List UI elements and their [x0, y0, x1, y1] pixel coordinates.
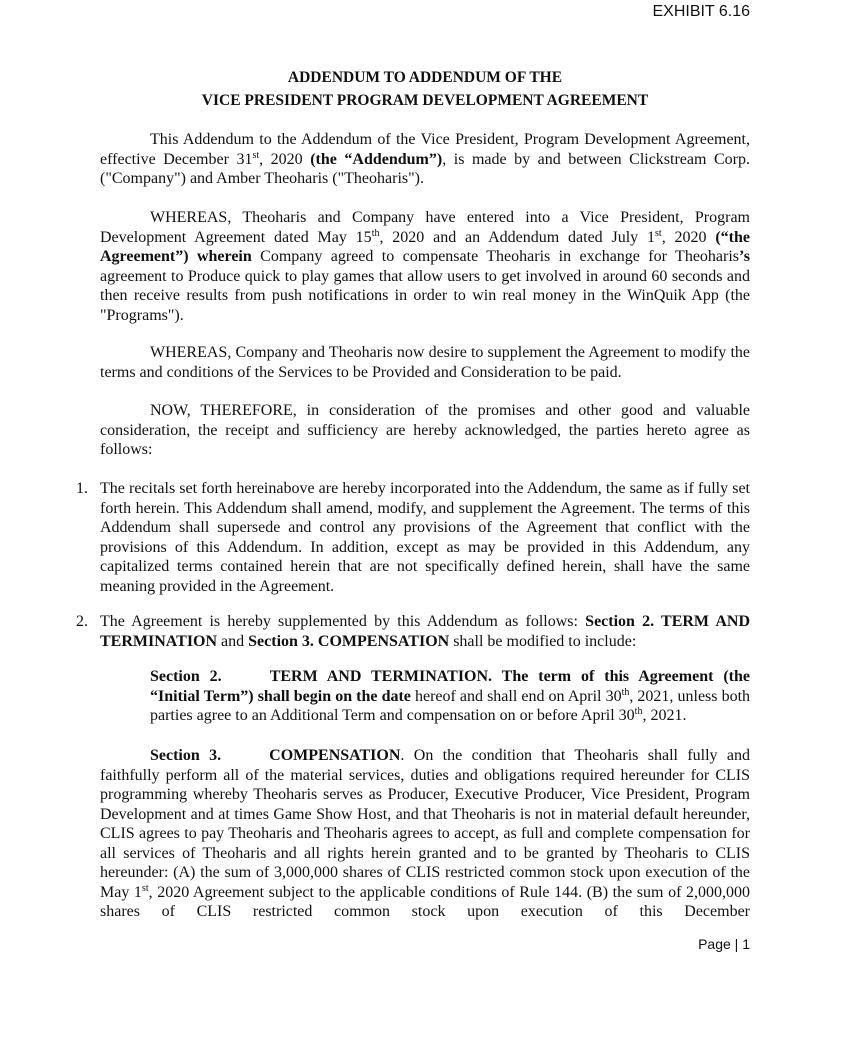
whereas-paragraph-1: WHEREAS, Theoharis and Company have entered into a Vice President, Program Development Agreement dated May 15th, 2020 and an Addendum dated July 1st, 2020 (“the Agreement”) wherein Company agreed to compensate Theoharis in exchange for Theoharis’s agreement to Produce quick to play games that allow users to get involved in around 60 seconds and then receive results from push notifications in order to win real money in the WinQuik App (the "Programs").	[100, 209, 750, 324]
list-item-2: 2. The Agreement is hereby supplemented by this Addendum as follows: Section 2. TERM AND TERMINATION and Section 3. COMPENSATION shall be modified to include:	[76, 613, 751, 650]
now-therefore-paragraph: NOW, THEREFORE, in consideration of the promises and other good and valuable consideration, the receipt and sufficiency are hereby acknowledged, the parties hereto agree as follows:	[100, 402, 750, 458]
section-2-term-and-termination: Section 2. TERM AND TERMINATION. The term of this Agreement (the “Initial Term”) shall begin on the date hereof and shall end on April 30th, 2021, unless both parties agree to an Additional Term and compensation on or before April 30th, 2021.	[150, 668, 751, 724]
list-number: 1.	[76, 480, 88, 497]
exhibit-label: EXHIBIT 6.16	[652, 3, 750, 20]
page-number: Page | 1	[698, 936, 750, 952]
document-title-line-1: ADDENDUM TO ADDENDUM OF THE	[287, 69, 563, 86]
whereas-paragraph-2: WHEREAS, Company and Theoharis now desire to supplement the Agreement to modify the terms and conditions of the Services to be Provided and Consideration to be paid.	[100, 344, 750, 381]
list-item-1: 1. The recitals set forth hereinabove are hereby incorporated into the Addendum, the same as if fully set forth herein. This Addendum shall amend, modify, and supplement the Agreement. The terms of this Addendum shall supersede and control any provisions of the Agreement that conflict with the provisions of this Addendum. In addition, except as may be provided in this Addendum, any capitalized terms contained herein that are not specifically defined herein, shall have the same meaning provided in the Agreement.	[76, 480, 750, 595]
intro-paragraph: This Addendum to the Addendum of the Vice President, Program Development Agreement, effective December 31st, 2020 (the “Addendum”), is made by and between Clickstream Corp. ("Company") and Amber Theoharis ("Theoharis").	[100, 131, 750, 187]
section-3-compensation: Section 3. COMPENSATION. On the condition that Theoharis shall fully and faithfully perform all of the material services, duties and obligations required hereunder for CLIS programming whereby Theoharis serves as Producer, Executive Producer, Vice President, Program Development and at times Game Show Host, and that Theoharis is not in material default hereunder, CLIS agrees to pay Theoharis and Theoharis agrees to accept, as full and complete compensation for all services of Theoharis and all rights herein granted and to be granted by Theoharis to CLIS hereunder: (A) the sum of 3,000,000 shares of CLIS restricted common stock upon execution of the May 1st, 2020 Agreement subject to the applicable conditions of Rule 144. (B) the sum of 2,000,000 shares of CLIS restricted common stock upon execution of this December	[100, 747, 750, 920]
document-title-line-2: VICE PRESIDENT PROGRAM DEVELOPMENT AGREEMENT	[201, 92, 649, 109]
list-number: 2.	[76, 613, 88, 630]
